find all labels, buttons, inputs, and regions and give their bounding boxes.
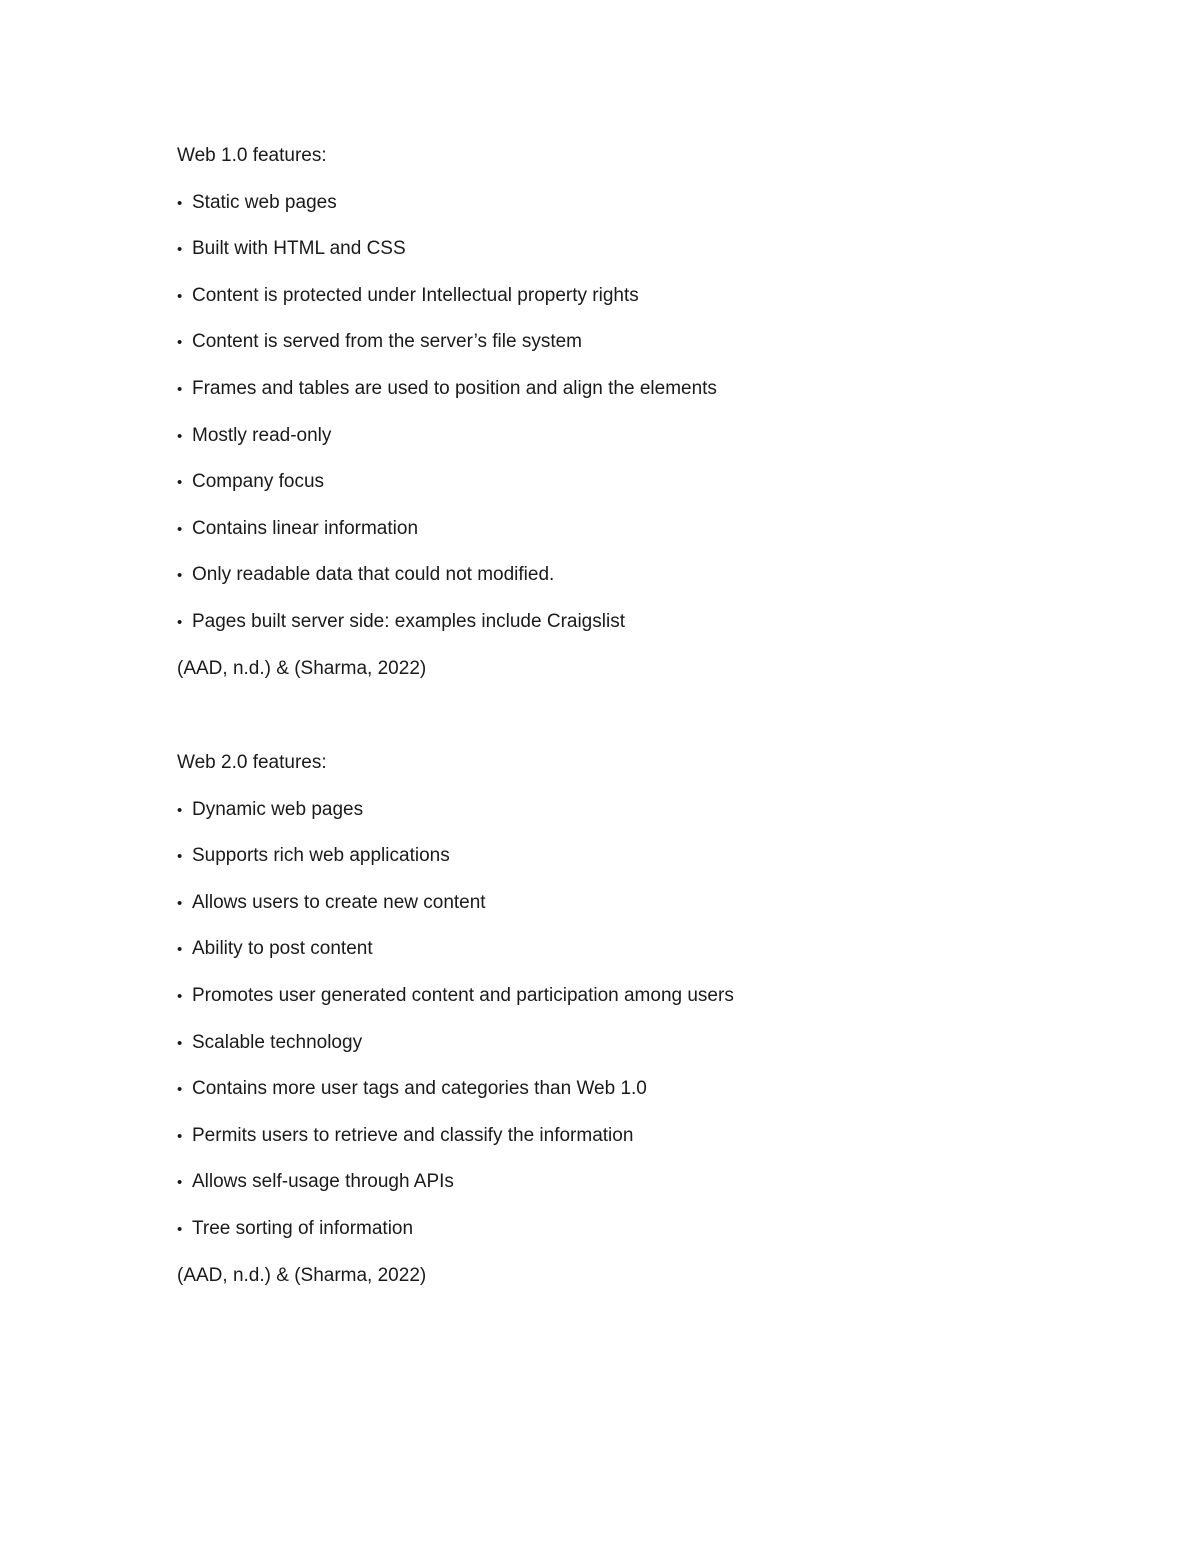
web1-bullet-item: • Static web pages bbox=[177, 189, 1077, 236]
web1-bullet-item: • Contains linear information bbox=[177, 515, 1077, 562]
bullet-icon: • bbox=[177, 894, 183, 912]
web2-bullet-item: • Ability to post content bbox=[177, 935, 1077, 982]
bullet-icon: • bbox=[177, 1034, 183, 1052]
web1-bullet-item: • Built with HTML and CSS bbox=[177, 235, 1077, 282]
bullet-icon: • bbox=[177, 241, 183, 259]
web1-section bbox=[177, 142, 1077, 701]
bullet-icon: • bbox=[177, 380, 183, 398]
bullet-icon: • bbox=[177, 194, 183, 212]
web1-bullet-item: • Company focus bbox=[177, 468, 1077, 515]
bullet-icon: • bbox=[177, 848, 183, 866]
web1-bullet-item: • Only readable data that could not modified. bbox=[177, 561, 1077, 608]
web2-bullet-item: • Permits users to retrieve and classify the information bbox=[177, 1122, 1077, 1169]
bullet-icon: • bbox=[177, 287, 183, 305]
web2-bullet-item: • Scalable technology bbox=[177, 1029, 1077, 1076]
web1-heading: Web 1.0 features: bbox=[177, 145, 327, 166]
bullet-icon: • bbox=[177, 987, 183, 1005]
bullet-icon: • bbox=[177, 1174, 183, 1192]
web2-bullet-item: • Allows self-usage through APIs bbox=[177, 1168, 1077, 1215]
web1-bullet-item: • Pages built server side: examples include Craigslist bbox=[177, 608, 1077, 655]
bullet-icon: • bbox=[177, 1220, 183, 1238]
web2-section bbox=[177, 749, 1077, 1308]
web1-bullet-item: • Content is protected under Intellectual property rights bbox=[177, 282, 1077, 329]
web2-bullet-item: • Contains more user tags and categories than Web 1.0 bbox=[177, 1075, 1077, 1122]
bullet-icon: • bbox=[177, 941, 183, 959]
web2-bullet-item: • Supports rich web applications bbox=[177, 842, 1077, 889]
bullet-icon: • bbox=[177, 474, 183, 492]
bullet-icon: • bbox=[177, 801, 183, 819]
bullet-icon: • bbox=[177, 567, 183, 585]
bullet-icon: • bbox=[177, 520, 183, 538]
web2-bullet-item: • Allows users to create new content bbox=[177, 889, 1077, 936]
web2-bullet-item: • Promotes user generated content and participation among users bbox=[177, 982, 1077, 1029]
web2-heading: Web 2.0 features: bbox=[177, 752, 327, 773]
bullet-icon: • bbox=[177, 334, 183, 352]
bullet-icon: • bbox=[177, 427, 183, 445]
web2-bullet-item: • Tree sorting of information bbox=[177, 1215, 1077, 1262]
web1-bullet-item: • Frames and tables are used to position and align the elements bbox=[177, 375, 1077, 422]
web2-citation: (AAD, n.d.) & (Sharma, 2022) bbox=[177, 1264, 427, 1286]
web1-citation: (AAD, n.d.) & (Sharma, 2022) bbox=[177, 657, 427, 679]
bullet-icon: • bbox=[177, 1081, 183, 1099]
bullet-icon: • bbox=[177, 1127, 183, 1145]
web2-bullet-item: • Dynamic web pages bbox=[177, 796, 1077, 843]
web1-bullet-item: • Content is served from the server’s file system bbox=[177, 328, 1077, 375]
web1-bullet-item: • Mostly read-only bbox=[177, 422, 1077, 469]
bullet-icon: • bbox=[177, 613, 183, 631]
